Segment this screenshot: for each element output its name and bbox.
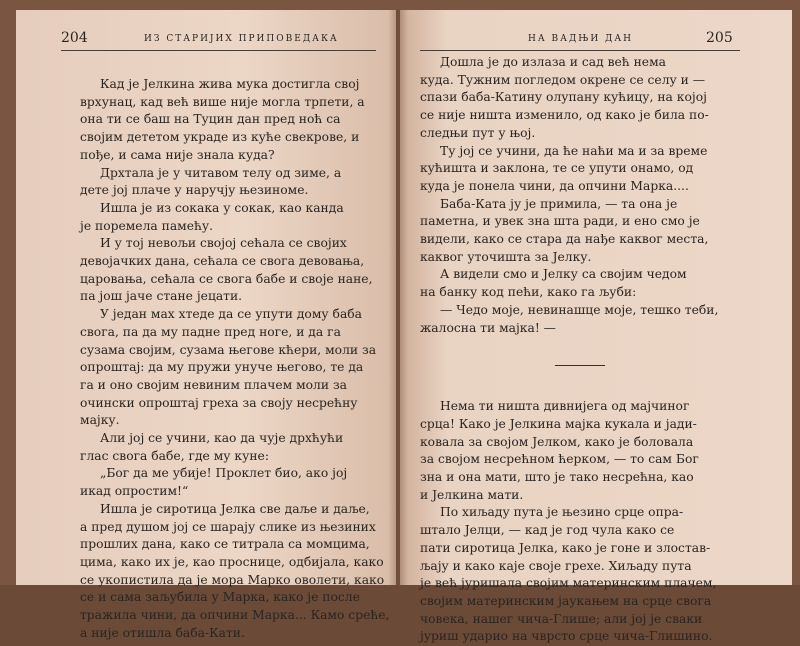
text-line: жалосна ти мајка! — [420, 320, 556, 335]
text-block [420, 54, 740, 337]
text-line: својим материнским јаукањем на срце свога [420, 593, 712, 608]
text-line: видели, како се стара да нађе каквог места, [420, 232, 709, 247]
text-line: је поремела памећу. [80, 218, 214, 233]
text-line: следњи пут у њој. [420, 125, 536, 140]
text-line: ковала за својом Јелком, како је боловала [420, 434, 694, 449]
text-line: очински опроштај греха за своју несрећну [80, 395, 358, 410]
text-line: а није отишла баба-Кати. [80, 625, 245, 640]
book-gutter [388, 10, 408, 585]
text-line: каквог уточишта за Јелку. [420, 249, 592, 264]
text-line: врхунац, кад већ више није могла трпети, а [80, 94, 365, 109]
text-line: срца! Како је Јелкина мајка кукала и јади- [420, 416, 697, 431]
text-line: Ишла је из сокака у сокак, као канда [100, 200, 344, 215]
text-line: У један мах хтеде да се упути дому баба [100, 307, 363, 322]
text-line: за својом несрећном ћерком, — то сам Бог [420, 452, 699, 467]
left-page-text [80, 76, 390, 643]
text-line: зна и она мати, што је тако несрећна, као [420, 470, 694, 485]
text-line: Кад је Јелкина жива мука достигла свој [100, 77, 360, 91]
text-line: пати сиротица Јелка, како је гоне и злостав- [420, 540, 711, 555]
text-line: јуриш ударио на чврсто срце чича-Глишино. [420, 629, 713, 644]
text-line: царовања, сећала се свога бабе и своје нане, [80, 271, 373, 286]
text-line: дете јој плаче у наручју њезиноме. [80, 183, 309, 198]
text-line: Ту јој се учини, да ће наћи ма и за време [440, 143, 708, 158]
page-number: 205 [706, 30, 733, 46]
right-page [400, 10, 792, 644]
text-line: она ти се баш на Туцин дан пред ноћ са [80, 112, 341, 127]
text-line: свога, па да му падне пред ноге, и да га [80, 324, 341, 339]
left-page [16, 10, 396, 640]
section-divider [555, 365, 605, 366]
text-line: се и сама заљубила у Марка, како је после [80, 590, 360, 605]
text-line: куда је понела чини, да опчини Марка.... [420, 178, 689, 193]
text-line: се укопистила да је мора Марко оволети, како [80, 572, 385, 587]
text-line: пође, и сама није знала куда? [80, 147, 275, 162]
text-line: кућишта и заклона, те се упути онамо, од [420, 161, 694, 176]
text-line: А видели смо и Јелку са својим чедом [440, 267, 687, 282]
text-line: И у тој невољи својој сећала се својих [100, 236, 347, 251]
text-line: и Јелкина мати. [420, 487, 524, 502]
text-line: „Бог да ме убије! Проклет био, ако јој [100, 466, 348, 481]
text-line: сузама својим, сузама његове кћери, моли за [80, 342, 377, 357]
text-line: својим дететом украде из куће свекрове, и [80, 130, 360, 145]
header-rule [61, 50, 376, 51]
text-line: је већ јуришала својим материнским плачем, [420, 576, 717, 591]
running-head: НА ВАДЊИ ДАН [528, 34, 634, 44]
text-line: Ишла је сиротица Јелка све даље и даље, [100, 501, 370, 516]
text-line: га и оно својим невиним плачем моли за [80, 377, 347, 392]
text-line: Али јој се учини, као да чује дрхћући [100, 431, 344, 446]
text-line: глас свога бабе, где му куне: [80, 448, 269, 463]
right-page-text [420, 54, 740, 646]
text-line: Дошла је до излаза и сад већ нема [440, 55, 666, 69]
header-rule [420, 50, 740, 51]
text-line: девојачких дана, сећала се свога девовања, [80, 254, 365, 269]
text-line: опроштај: да му пружи унуче његово, те да [80, 360, 364, 375]
text-line: на банку код пећи, како га љуби: [420, 285, 637, 300]
text-block [420, 398, 740, 646]
text-line: а пред душом јој се шарају слике из њезиних [80, 519, 376, 534]
text-line: Баба-Ката ју је примила, — та она је [440, 196, 678, 211]
text-line: се није ништа изменило, од како је била по- [420, 108, 709, 123]
text-line: штало Јелци, — кад је год чула како се [420, 523, 675, 538]
text-line: цима, како их је, као проснице, одбијала, како [80, 554, 384, 569]
text-line: спази баба-Катину олупану кућицу, на којој [420, 90, 707, 105]
running-head: ИЗ СТАРИЈИХ ПРИПОВЕДАКА [144, 34, 339, 44]
text-line: човека, нашег чича-Глише; али јој је сваки [420, 611, 703, 626]
text-line: Нема ти ништа дивнијега од мајчиног [440, 399, 690, 414]
text-line: тражила чини, да опчини Марка... Камо среће, [80, 608, 390, 623]
text-line: Дрхтала је у читавом телу од зиме, а [100, 165, 342, 180]
page-number: 204 [61, 30, 88, 46]
text-line: — Чедо моје, невинашце моје, тешко теби, [440, 302, 719, 317]
text-line: куда. Тужним погледом окрене се селу и — [420, 72, 706, 87]
text-line: љају и како каје своје грехе. Хиљаду пута [420, 558, 692, 573]
text-line: па још јаче стане јецати. [80, 289, 243, 304]
text-line: икад опростим!“ [80, 484, 189, 499]
text-line: По хиљаду пута је њезино срце опра- [440, 505, 684, 520]
text-line: прошлих дана, како се титрала са момцима, [80, 537, 370, 552]
text-line: паметна, и увек зна шта ради, и ено смо је [420, 214, 700, 229]
text-line: мајку. [80, 413, 120, 428]
